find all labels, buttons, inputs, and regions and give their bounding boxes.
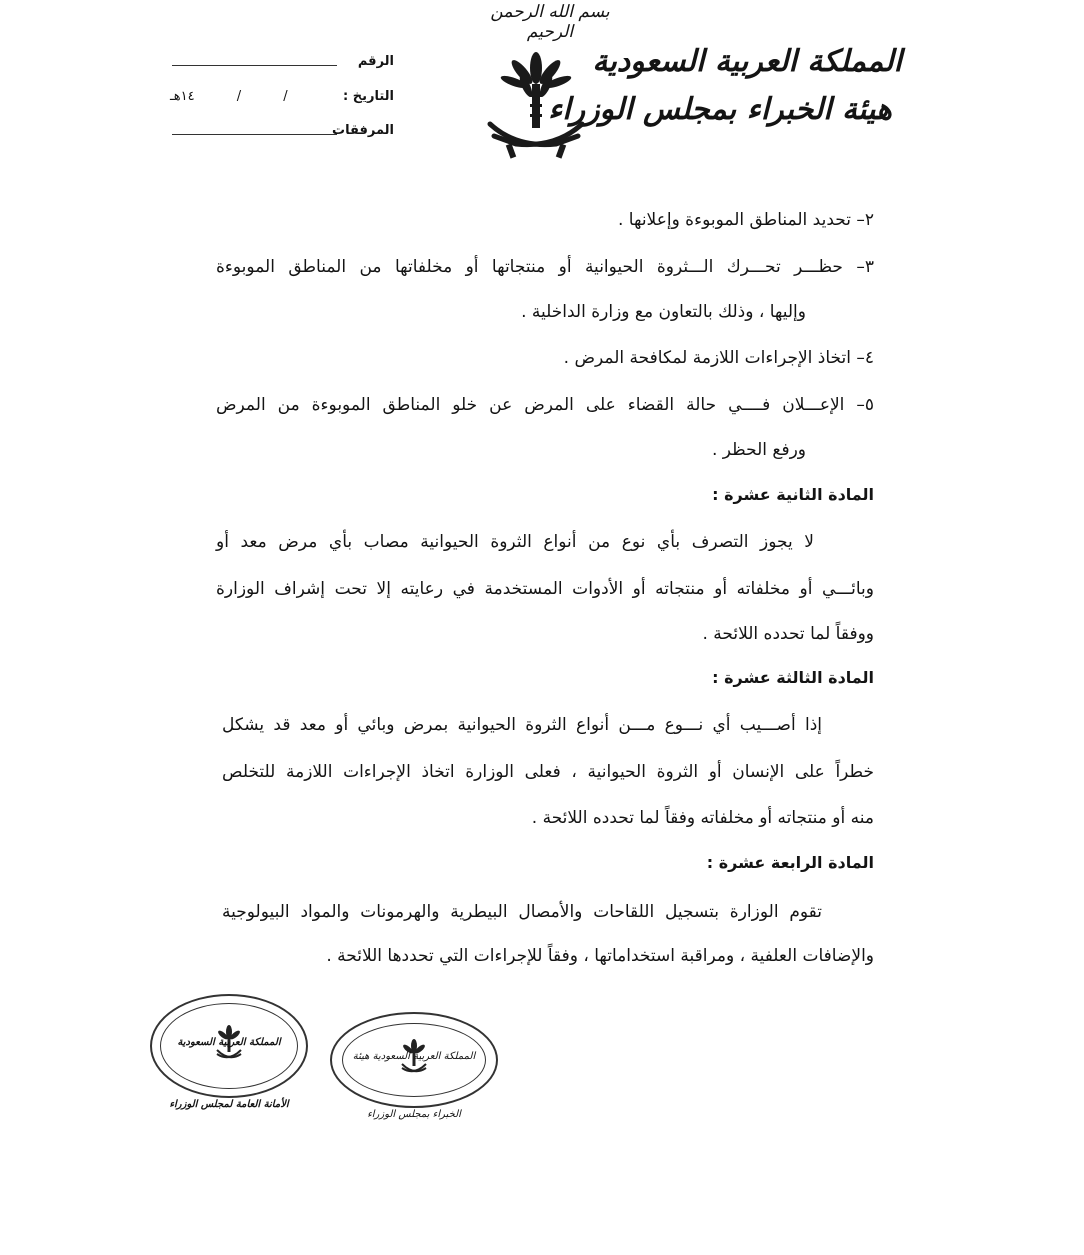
date-value: / / ١٤هـ [170, 89, 288, 104]
date-label: التاريخ : [343, 89, 394, 104]
org-name-line2: هيئة الخبراء بمجلس الوزراء [548, 92, 892, 127]
article-14-line2: والإضافات العلفية ، ومراقبة استخداماتها ، وفقاً للإجراءات التي تحددها اللائحة . [326, 946, 874, 966]
item-5-line1: ٥– الإعـــلان فــــي حالة القضاء على المرض عن خلو المناطق الموبوءة من المرض [216, 395, 874, 415]
item-5-line2: ورفع الحظر . [711, 440, 806, 460]
attachments-label: المرفقات [332, 123, 394, 138]
article-14-heading: المادة الرابعة عشرة : [706, 853, 874, 872]
org-name-line1: المملكة العربية السعودية [592, 44, 902, 79]
item-3-line2: وإليها ، وذلك بالتعاون مع وزارة الداخلية . [521, 302, 806, 322]
seal-experts-commission [330, 1012, 498, 1120]
seal-text: المملكة العربية السعودية هيئة الخبراء بمجلس الوزراء [352, 1051, 476, 1120]
saudi-emblem-icon [486, 48, 586, 160]
seal-general-secretariat [150, 994, 308, 1110]
article-12-heading: المادة الثانية عشرة : [712, 485, 874, 504]
item-3-line1: ٣– حظـــر تحـــرك الـــثروة الحيوانية أو منتجاتها أو مخلفاتها من المناطق الموبوءة [216, 257, 874, 277]
article-14-line1: تقوم الوزارة بتسجيل اللقاحات والأمصال البيطرية والهرمونات والمواد البيولوجية [222, 902, 822, 922]
article-13-line1: إذا أصـــيب أي نـــوع مـــن أنواع الثروة الحيوانية بمرض وبائي أو معد قد يشكل [222, 715, 822, 735]
article-13-line3: منه أو منتجاته أو مخلفاته وفقاً لما تحدده اللائحة . [531, 808, 874, 828]
attachments-field [172, 133, 337, 135]
article-13-line2: خطراً على الإنسان أو الثروة الحيوانية ، فعلى الوزارة اتخاذ الإجراءات اللازمة للتخلص [222, 762, 874, 782]
article-12-line3: ووفقاً لما تحدده اللائحة . [702, 624, 874, 644]
seal-text: المملكة العربية السعودية الأمانة العامة لمجلس الوزراء [169, 1037, 289, 1110]
article-12-line1: لا يجوز التصرف بأي نوع من أنواع الثروة الحيوانية مصاب بأي مرض معد أو [216, 532, 814, 552]
item-2: ٢– تحديد المناطق الموبوءة وإعلانها . [618, 210, 874, 230]
article-13-heading: المادة الثالثة عشرة : [712, 668, 874, 687]
item-4: ٤– اتخاذ الإجراءات اللازمة لمكافحة المرض . [563, 348, 874, 368]
basmala: بسم الله الرحمن الرحيم [490, 2, 610, 42]
number-label: الرقم [357, 54, 394, 69]
number-field [172, 64, 337, 66]
article-12-line2: وبائـــي أو مخلفاته أو منتجاته أو الأدوات المستخدمة في رعايته إلا تحت إشراف الوزارة [216, 579, 874, 599]
